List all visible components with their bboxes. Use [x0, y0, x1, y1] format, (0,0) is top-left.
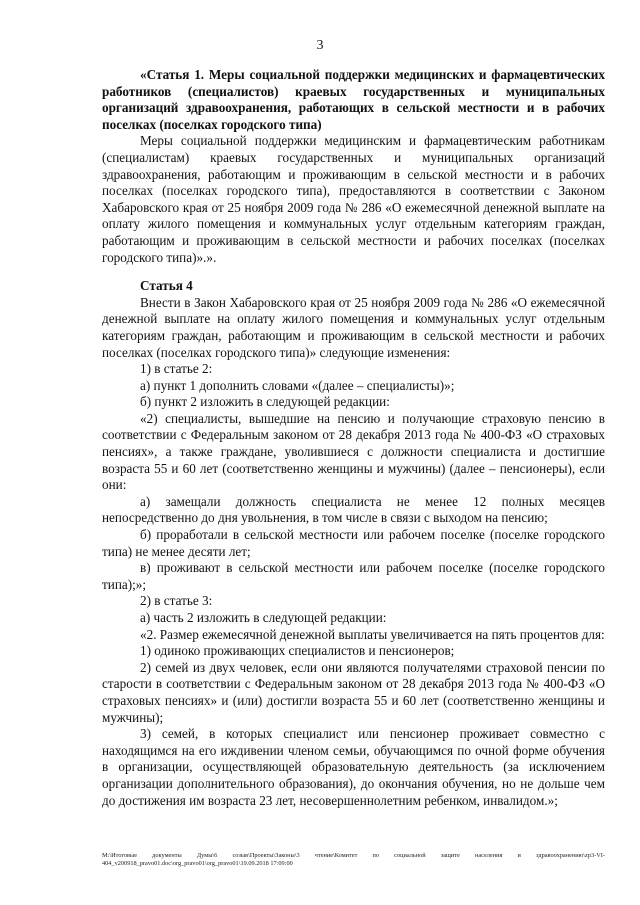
article-1-heading: «Статья 1. Меры социальной поддержки медицинских и фармацевтических работников (специалистов) краевых государственных и муниципальных организаций здравоохранения, работающих в сельской местности и в рабочих поселках (поселках городского типа): [102, 67, 605, 132]
amendment-item: а) замещали должность специалиста не менее 12 полных месяцев непосредственно до дня увольнения, в том числе в связи с выходом на пенсию;: [102, 493, 605, 526]
document-body: [102, 67, 605, 809]
amendment-item: 3) семей, в которых специалист или пенсионер проживает совместно с находящимся на его иждивении членом семьи, обучающимся по очной форме обучения в организации, осуществляющей образовательную деятельность (за исключением организации дополнительного образования), до окончания обучения, но не дольше чем до достижения им возраста 23 лет, несовершеннолетним ребенком, инвалидом.»;: [102, 726, 605, 808]
amendment-item: б) пункт 2 изложить в следующей редакции:: [140, 394, 390, 410]
amendment-item: 2) семей из двух человек, если они являются получателями страховой пенсии по старости в соответствии с Федеральным законом от 28 декабря 2013 года № 400-ФЗ «О страховых пенсиях» и (или) достигли возраста 55 и 60 лет (соответственно женщины и мужчины);: [102, 659, 605, 725]
page-number: 3: [316, 38, 324, 53]
article-4-intro: Внести в Закон Хабаровского края от 25 ноября 2009 года № 286 «О ежемесячной денежной выплате на оплату жилого помещения и коммунальных услуг отдельным категориям граждан, работающим и проживающим в сельской местности и рабочих поселках (поселках городского типа)» следующие изменения:: [102, 294, 605, 360]
amendment-item: а) часть 2 изложить в следующей редакции:: [140, 610, 387, 625]
amendment-item: б) проработали в сельской местности или рабочем поселке (поселке городского типа) не менее десяти лет;: [102, 527, 605, 559]
amendment-item: «2. Размер ежемесячной денежной выплаты увеличивается на пять процентов для:: [140, 626, 605, 642]
amendment-item: 2) в статье 3:: [140, 593, 213, 609]
amendment-item: в) проживают в сельской местности или рабочем поселке (поселке городского типа);»;: [102, 560, 605, 592]
amendment-item: 1) в статье 2:: [140, 361, 213, 377]
amendment-item: 1) одиноко проживающих специалистов и пенсионеров;: [140, 643, 455, 659]
amendment-item: «2) специалисты, вышедшие на пенсию и получающие страховую пенсию в соответствии с Федеральным законом от 28 декабря 2013 года № 400-ФЗ «О страховых пенсиях», а также граждане, уволившиеся с должности специалиста и достигшие возраста 55 и 60 лет (соответственно женщины и мужчины) (далее – пенсионеры), если они:: [102, 410, 605, 493]
article-4-heading: Статья 4: [140, 278, 193, 294]
file-path-footer: M:\Итоговые документы Думы\6 созыв\Проекты\Законы\3 чтение\Комитет по социальной защите населения и здравоохранению\zp3-VI-404_v200918_pravo01.doc\org_pravo01\org_pravo01\19.09.2018 17:09:00: [102, 852, 605, 868]
amendment-item: а) пункт 1 дополнить словами «(далее – специалисты)»;: [140, 377, 455, 393]
article-1-text: Меры социальной поддержки медицинским и фармацевтическим работникам (специалистам) краевых государственных и муниципальных организаций здравоохранения, работающим и проживающим в сельской местности и в рабочих поселках (поселках городского типа), предоставляются в соответствии с Законом Хабаровского края от 25 ноября 2009 года № 286 «О ежемесячной денежной выплате на оплату жилого помещения и коммунальных услуг отдельным категориям граждан, работающим и проживающим в сельской местности и рабочих поселках (поселках городского типа)».».: [102, 133, 605, 265]
section-gap: [102, 266, 605, 278]
